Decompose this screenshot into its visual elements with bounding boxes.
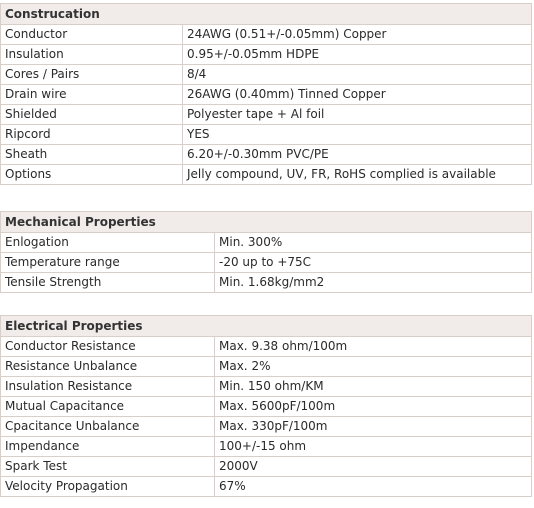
table-row (1, 65, 532, 85)
electrical-table (0, 315, 532, 497)
property-label: Conductor Resistance (1, 337, 215, 357)
property-label: Mutual Capacitance (1, 397, 215, 417)
table-row (1, 165, 532, 185)
property-value: -20 up to +75C (215, 253, 532, 273)
table-row (1, 85, 532, 105)
mechanical-title: Mechanical Properties (1, 212, 532, 233)
property-value: Max. 2% (215, 357, 532, 377)
property-value: Min. 300% (215, 233, 532, 253)
property-value: Max. 330pF/100m (215, 417, 532, 437)
property-value: Min. 150 ohm/KM (215, 377, 532, 397)
construction-header (1, 4, 532, 25)
table-row (1, 105, 532, 125)
property-label: Insulation (1, 45, 183, 65)
property-value: 6.20+/-0.30mm PVC/PE (183, 145, 532, 165)
property-label: Conductor (1, 25, 183, 45)
construction-body (1, 4, 532, 185)
table-row (1, 337, 532, 357)
electrical-body (1, 316, 532, 497)
property-label: Temperature range (1, 253, 215, 273)
mechanical-body (1, 212, 532, 293)
property-label: Enlogation (1, 233, 215, 253)
mechanical-table (0, 211, 532, 293)
property-value: 26AWG (0.40mm) Tinned Copper (183, 85, 532, 105)
property-label: Insulation Resistance (1, 377, 215, 397)
table-row (1, 397, 532, 417)
table-row (1, 45, 532, 65)
mechanical-header (1, 212, 532, 233)
construction-table (0, 3, 532, 185)
table-row (1, 145, 532, 165)
property-value: 2000V (215, 457, 532, 477)
table-row (1, 25, 532, 45)
table-row (1, 477, 532, 497)
table-row (1, 273, 532, 293)
table-row (1, 377, 532, 397)
property-label: Drain wire (1, 85, 183, 105)
property-value: Max. 9.38 ohm/100m (215, 337, 532, 357)
property-label: Cores / Pairs (1, 65, 183, 85)
property-label: Ripcord (1, 125, 183, 145)
property-value: YES (183, 125, 532, 145)
electrical-header (1, 316, 532, 337)
table-row (1, 357, 532, 377)
property-value: 100+/-15 ohm (215, 437, 532, 457)
property-value: 67% (215, 477, 532, 497)
property-label: Impendance (1, 437, 215, 457)
property-value: 8/4 (183, 65, 532, 85)
property-label: Tensile Strength (1, 273, 215, 293)
table-row (1, 125, 532, 145)
property-label: Cpacitance Unbalance (1, 417, 215, 437)
property-value: Min. 1.68kg/mm2 (215, 273, 532, 293)
property-label: Sheath (1, 145, 183, 165)
table-row (1, 457, 532, 477)
table-row (1, 233, 532, 253)
property-label: Velocity Propagation (1, 477, 215, 497)
property-label: Spark Test (1, 457, 215, 477)
construction-title: Construcation (1, 4, 532, 25)
property-value: Jelly compound, UV, FR, RoHS complied is available (183, 165, 532, 185)
table-row (1, 253, 532, 273)
property-label: Shielded (1, 105, 183, 125)
property-label: Resistance Unbalance (1, 357, 215, 377)
table-row (1, 417, 532, 437)
property-value: Polyester tape + Al foil (183, 105, 532, 125)
property-value: 0.95+/-0.05mm HDPE (183, 45, 532, 65)
property-label: Options (1, 165, 183, 185)
electrical-title: Electrical Properties (1, 316, 532, 337)
property-value: 24AWG (0.51+/-0.05mm) Copper (183, 25, 532, 45)
property-value: Max. 5600pF/100m (215, 397, 532, 417)
table-row (1, 437, 532, 457)
